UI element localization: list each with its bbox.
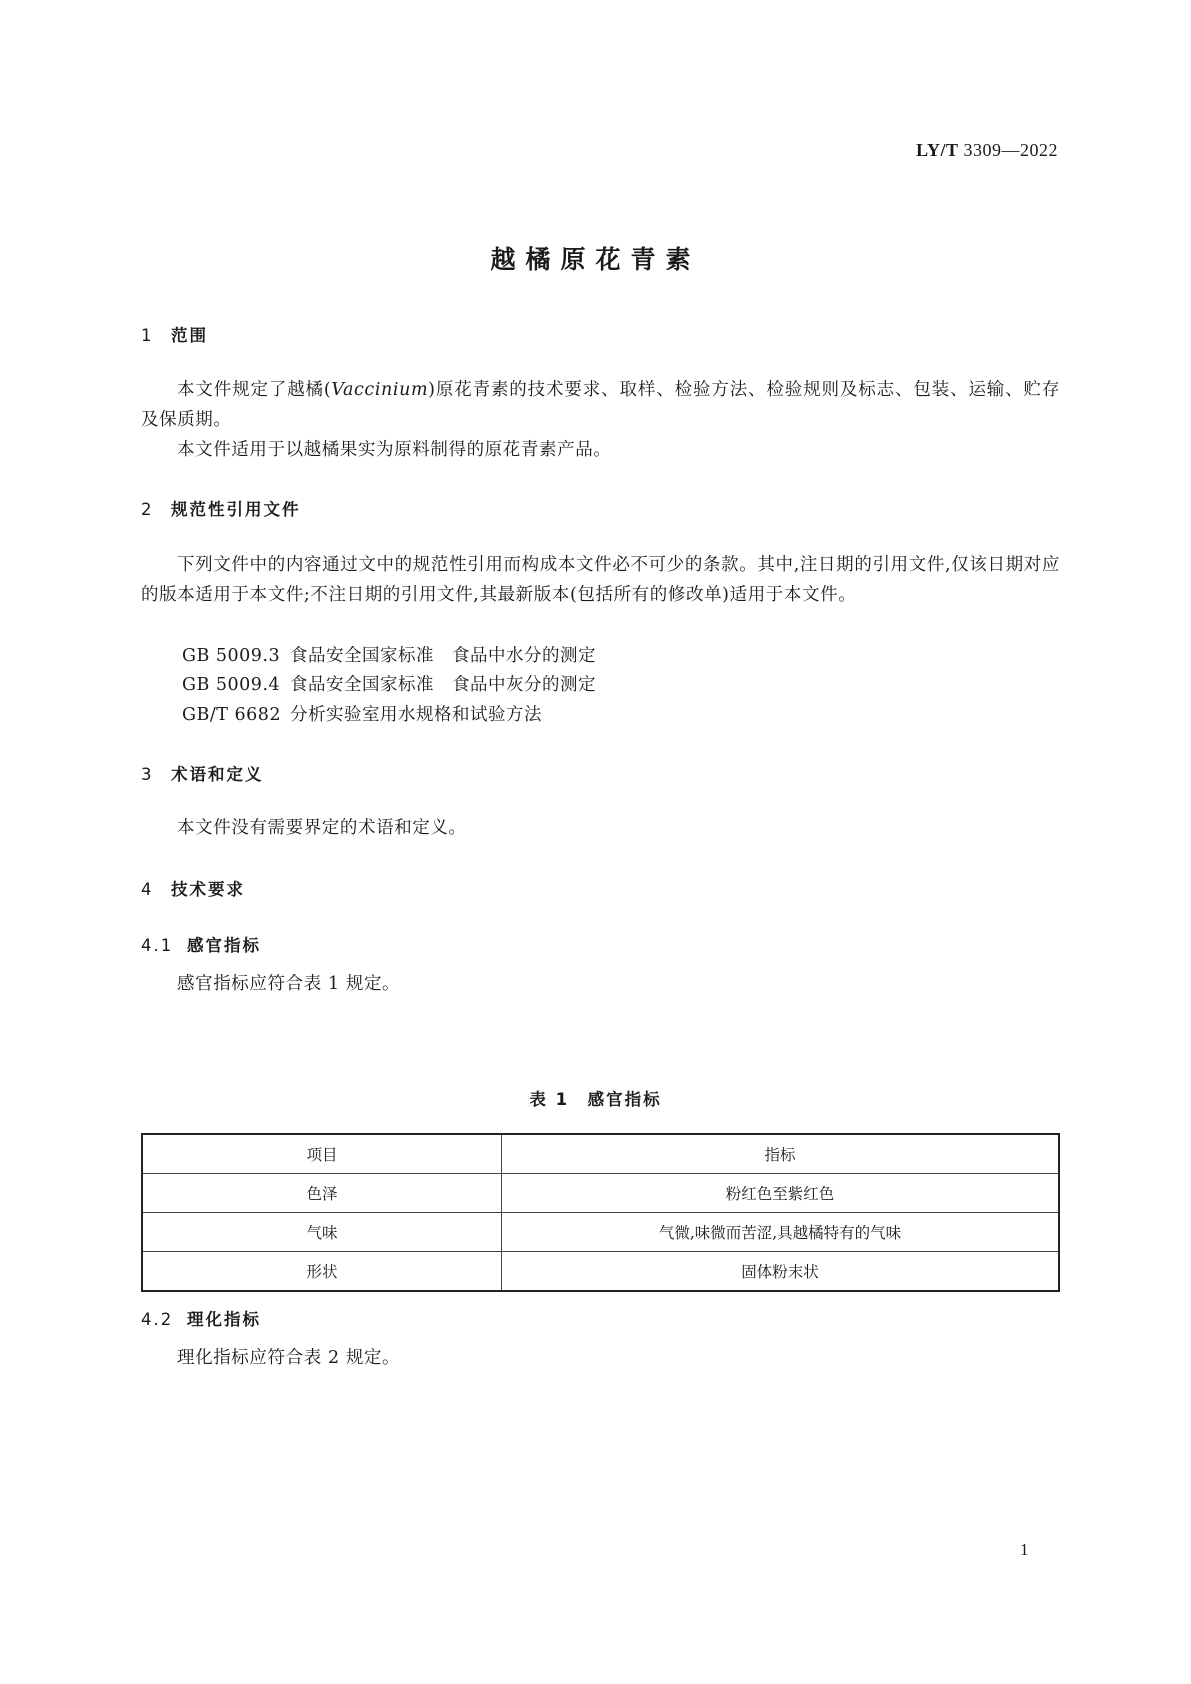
section-2-heading	[141, 496, 301, 520]
section-number: 4.2	[141, 1310, 174, 1329]
table-row	[142, 1252, 1059, 1292]
section-title: 感官指标	[187, 936, 261, 955]
reference-item	[182, 642, 596, 667]
section-title: 理化指标	[187, 1310, 261, 1329]
table-header-cell: 项目	[142, 1134, 502, 1174]
section-title: 规范性引用文件	[171, 500, 301, 519]
sensory-table	[141, 1133, 1060, 1292]
page-number: 1	[1020, 1540, 1029, 1559]
section-4-heading	[141, 876, 245, 900]
normative-paragraph: 下列文件中的内容通过文中的规范性引用而构成本文件必不可少的条款。其中,注日期的引用文件,仅该日期对应的版本适用于本文件;不注日期的引用文件,其最新版本(包括所有的修改单)适用于本文件。	[141, 555, 1060, 605]
document-title: 越橘原花青素	[490, 245, 701, 274]
table-row	[142, 1213, 1059, 1252]
reference-title: 分析实验室用水规格和试验方法	[290, 705, 542, 725]
reference-item	[182, 701, 542, 726]
section-1-heading	[141, 322, 208, 346]
reference-item	[182, 671, 596, 696]
section-title: 技术要求	[171, 880, 245, 899]
table-row	[142, 1174, 1059, 1213]
terms-paragraph: 本文件没有需要界定的术语和定义。	[177, 818, 467, 838]
table-cell: 气味	[142, 1213, 502, 1252]
section-number: 1	[141, 326, 154, 345]
table-cell: 形状	[142, 1252, 502, 1292]
section-number: 4.1	[141, 936, 174, 955]
section-number: 2	[141, 500, 154, 519]
sensory-paragraph: 感官指标应符合表 1 规定。	[177, 974, 401, 994]
section-4-1-heading	[141, 932, 261, 956]
reference-code: GB/T 6682	[182, 705, 282, 725]
table-cell: 固体粉末状	[502, 1252, 1060, 1292]
scope-text-b: )原花青素的技术要求、取样、检验方法、检验规则及标志、包装、运输、贮存及保质期。	[141, 380, 1060, 430]
scope-applicability: 本文件适用于以越橘果实为原料制得的原花青素产品。	[177, 440, 612, 460]
scope-latin-name: Vaccinium	[331, 380, 429, 400]
table-cell: 气微,味微而苦涩,具越橘特有的气味	[502, 1213, 1060, 1252]
reference-code: GB 5009.3	[182, 646, 281, 666]
standard-number: 3309—2022	[963, 140, 1058, 160]
reference-code: GB 5009.4	[182, 675, 281, 695]
table-cell: 色泽	[142, 1174, 502, 1213]
reference-title: 食品安全国家标准 食品中灰分的测定	[290, 675, 596, 695]
table-header-row	[142, 1134, 1059, 1174]
physchem-paragraph: 理化指标应符合表 2 规定。	[177, 1348, 401, 1368]
section-title: 术语和定义	[171, 765, 264, 784]
section-number: 4	[141, 880, 154, 899]
reference-title: 食品安全国家标准 食品中水分的测定	[290, 646, 596, 666]
scope-paragraph	[141, 375, 1060, 435]
section-number: 3	[141, 765, 154, 784]
standard-code	[916, 140, 1058, 161]
section-title: 范围	[171, 326, 208, 345]
section-3-heading	[141, 761, 264, 785]
table-1-caption: 表 1 感官指标	[529, 1090, 662, 1109]
table-cell: 粉红色至紫红色	[502, 1174, 1060, 1213]
section-4-2-heading	[141, 1306, 261, 1330]
standard-prefix: LY/T	[916, 140, 959, 160]
scope-text-a: 本文件规定了越橘(	[177, 380, 332, 400]
table-header-cell: 指标	[502, 1134, 1060, 1174]
